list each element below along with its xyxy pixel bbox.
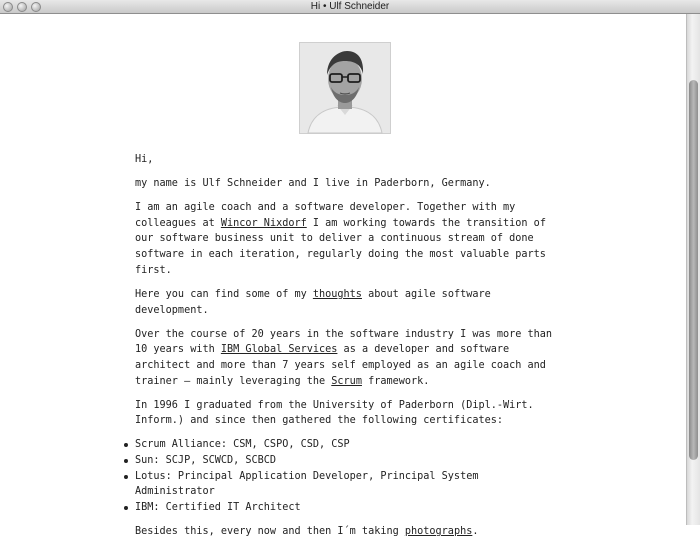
title-bar: [0, 0, 700, 14]
photos-text-before: Besides this, every now and then I´m taking: [135, 526, 405, 538]
history-text-3: framework.: [361, 375, 430, 387]
ibm-global-services-link[interactable]: IBM Global Services: [220, 344, 338, 356]
thoughts-paragraph: [135, 287, 555, 318]
work-paragraph: [135, 200, 555, 279]
certificate-item: Lotus: Principal Application Developer, Principal System Administrator: [135, 469, 555, 500]
certificate-item: IBM: Certified IT Architect: [135, 500, 555, 516]
history-paragraph: [135, 327, 555, 390]
portrait-photo: [299, 42, 391, 134]
wincor-nixdorf-link[interactable]: Wincor Nixdorf: [220, 217, 307, 229]
thoughts-text-after: about agile software development.: [135, 288, 491, 316]
page-content: [0, 14, 686, 538]
bio-text: [135, 152, 555, 548]
certificate-item: Scrum Alliance: CSM, CSPO, CSD, CSP: [135, 437, 555, 453]
window-title: Hi • Ulf Schneider: [310, 1, 390, 12]
certificates-list: [135, 437, 555, 516]
history-text-1: Over the course of 20 years in the software industry I was more than 10 years with: [135, 328, 553, 356]
photos-text-after: .: [472, 526, 479, 538]
thoughts-link[interactable]: thoughts: [312, 288, 362, 300]
education-paragraph: In 1996 I graduated from the University of Paderborn (Dipl.-Wirt. Inform.) and since then gathered the following certificates:: [135, 399, 534, 427]
certificate-item: Sun: SCJP, SCWCD, SCBCD: [135, 453, 555, 469]
work-text-before: I am an agile coach and a software developer. Together with my colleagues at: [135, 202, 516, 229]
intro-paragraph: my name is Ulf Schneider and I live in Paderborn, Germany.: [135, 178, 491, 189]
greeting: Hi,: [135, 154, 154, 165]
scrum-link[interactable]: Scrum: [331, 375, 362, 387]
work-text-after: I am working towards the transition of our software business unit to deliver a continuous stream of done software in each iteration, regularly doing the most valuable parts first.: [135, 217, 546, 276]
photographs-link[interactable]: photographs: [404, 526, 473, 538]
photos-paragraph: [135, 524, 555, 540]
portrait-image: [300, 43, 390, 133]
scrollbar-thumb[interactable]: [689, 80, 698, 460]
history-text-2: as a developer and software architect and more than 7 years self employed as an agile coach and trainer – mainly leveraging the: [135, 344, 546, 387]
thoughts-text-before: Here you can find some of my: [135, 288, 313, 300]
vertical-scrollbar[interactable]: [686, 14, 700, 525]
